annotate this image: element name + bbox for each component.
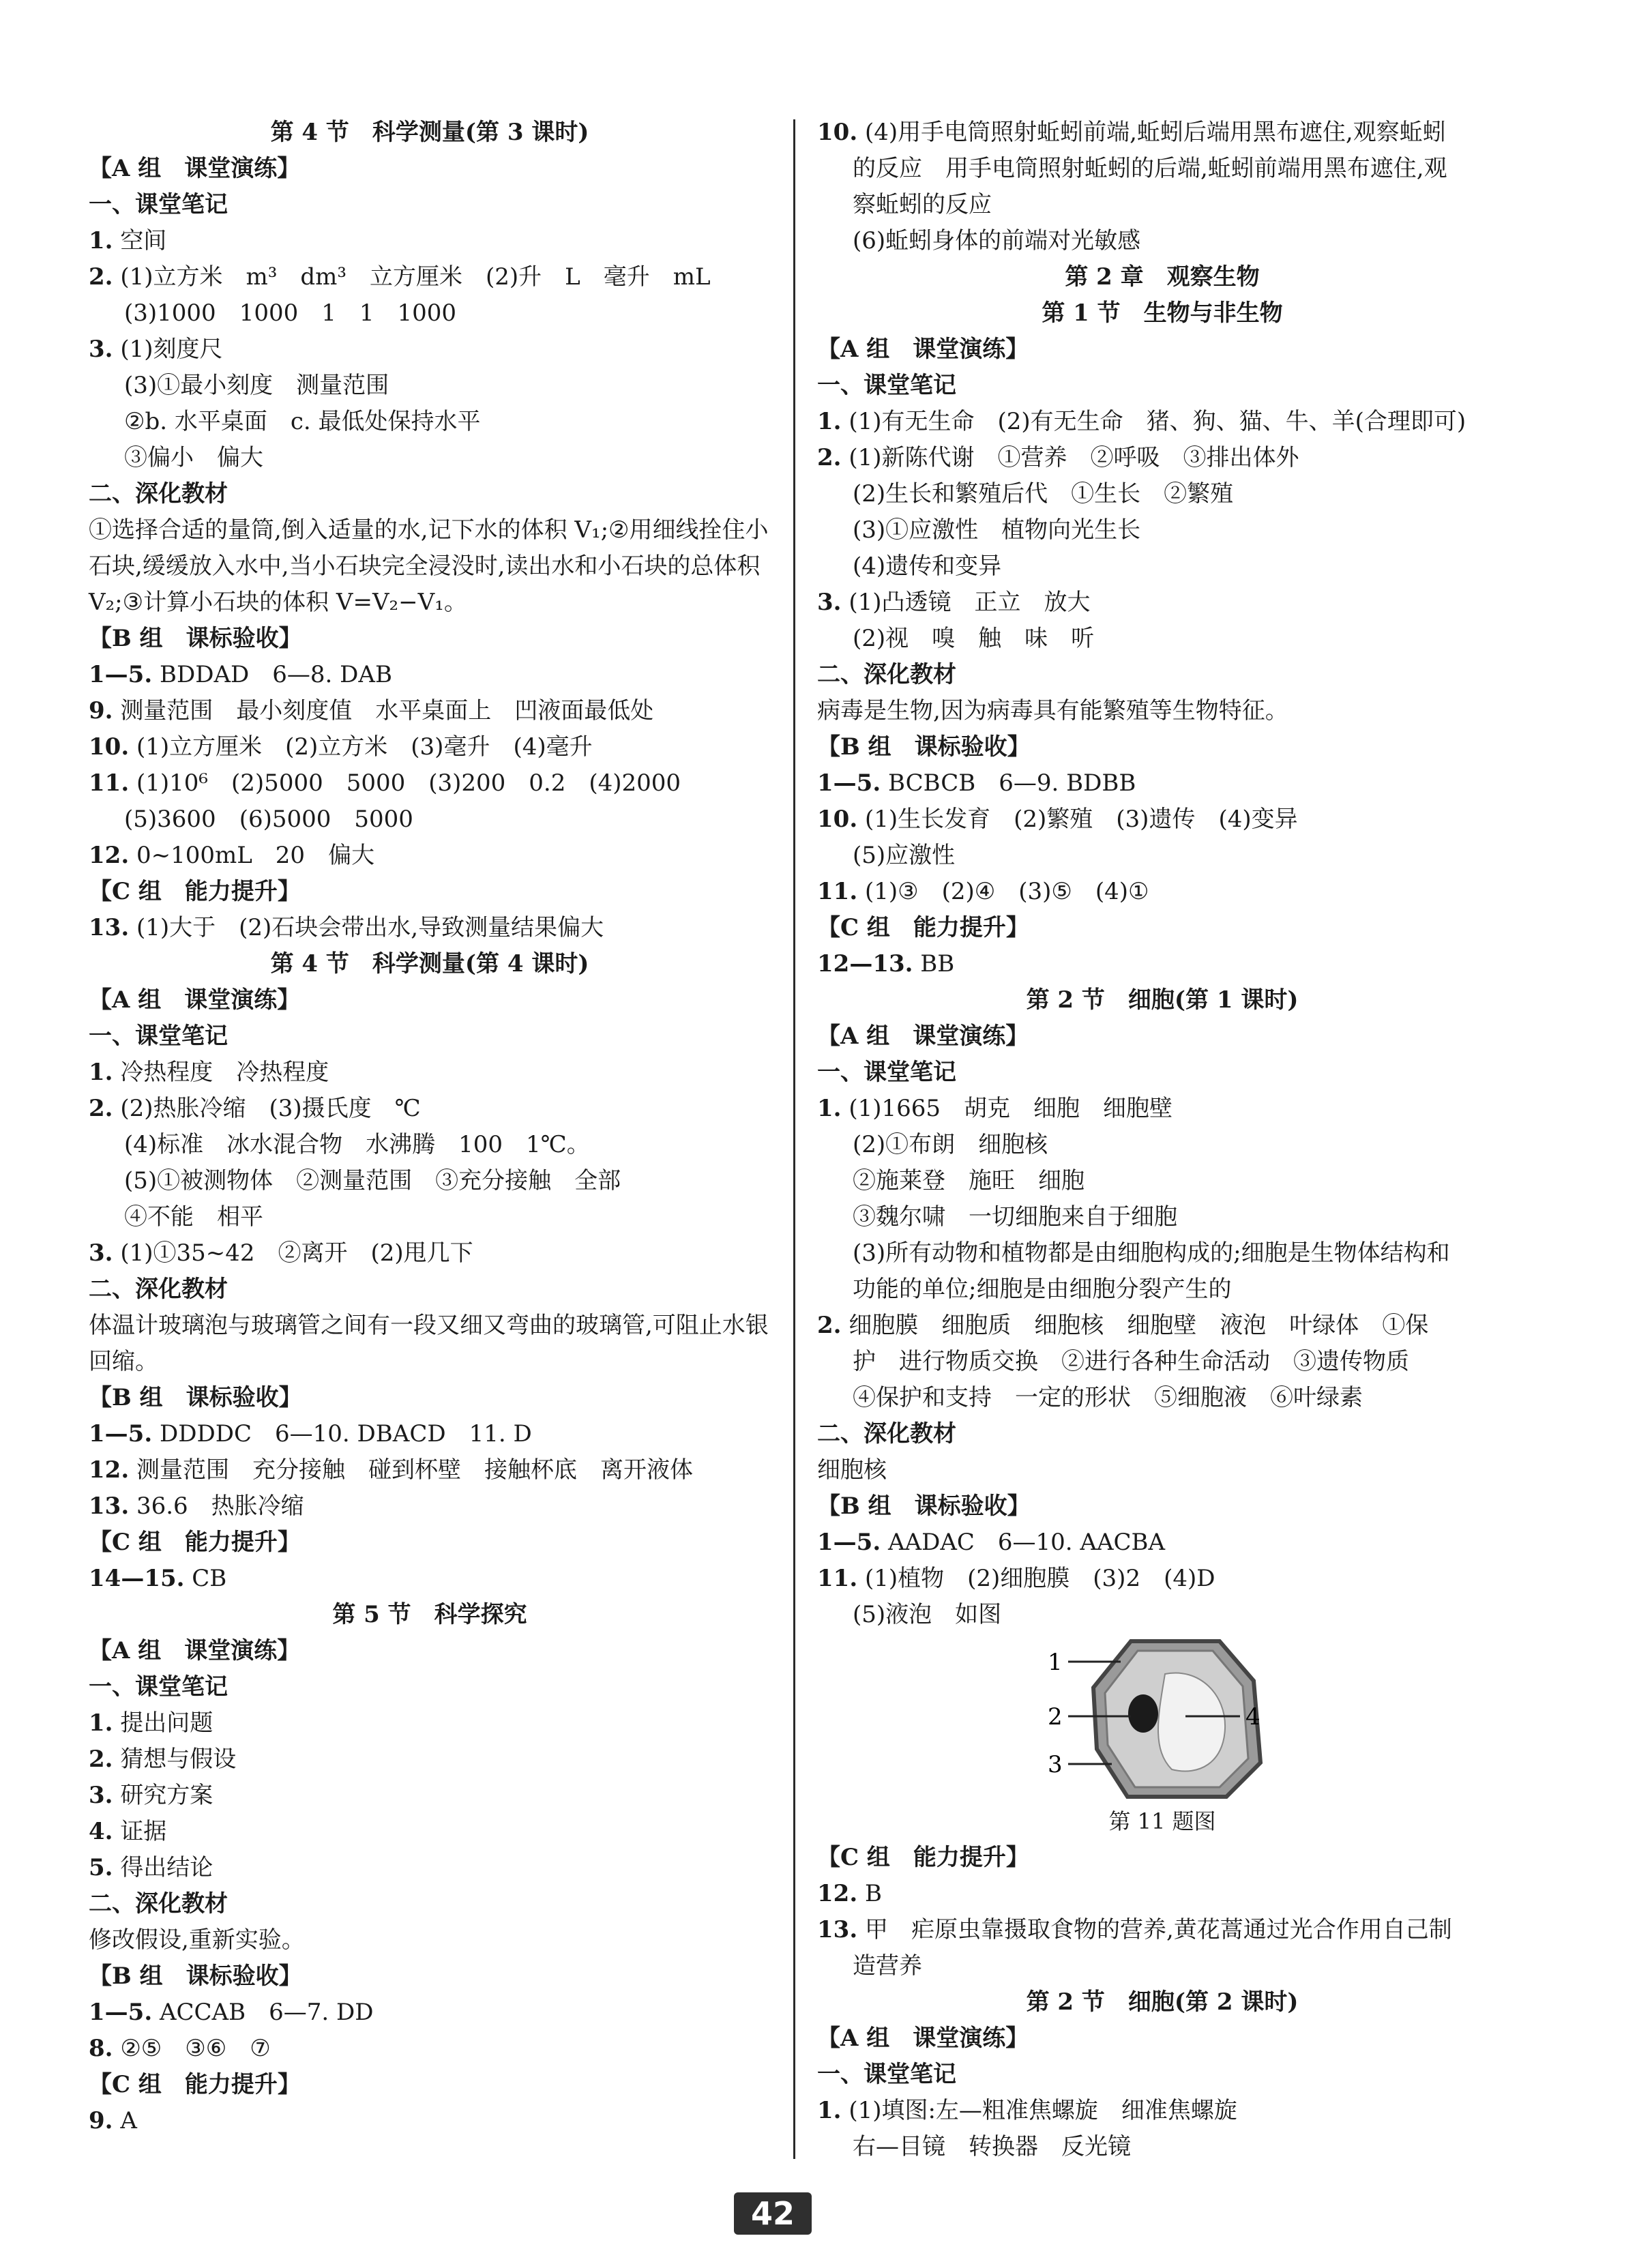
answer-line: (3)①最小刻度 测量范围 — [124, 372, 389, 399]
answer-line: 2. 猜想与假设 — [89, 1746, 237, 1773]
answer-line: (5)应激性 — [853, 842, 956, 869]
answer-line: 3. (1)刻度尺 — [89, 336, 223, 363]
answer-line: 1—5. AADAC 6—10. AACBA — [817, 1529, 1166, 1556]
answer-line: 功能的单位;细胞是由细胞分裂产生的 — [853, 1276, 1232, 1303]
answer-line: (3)所有动物和植物都是由细胞构成的;细胞是生物体结构和 — [853, 1239, 1450, 1267]
column-divider — [793, 119, 795, 2159]
section-title: 第 4 节 科学测量(第 3 课时) — [270, 119, 589, 146]
answer-line: 11. (1)10⁶ (2)5000 5000 (3)200 0.2 (4)2000 — [89, 769, 681, 797]
answer-line: 1—5. ACCAB 6—7. DD — [89, 1999, 374, 2026]
group-a-heading: 【A 组 课堂演练】 — [817, 1023, 1029, 1050]
notes-heading: 一、课堂笔记 — [817, 1059, 956, 1086]
chapter-title: 第 2 章 观察生物 — [1065, 263, 1260, 291]
answer-line: (5)①被测物体 ②测量范围 ③充分接触 全部 — [124, 1167, 621, 1194]
fig-label-2: 2 — [1048, 1703, 1063, 1731]
answer-line: 1. (1)填图:左—粗准焦螺旋 细准焦螺旋 — [817, 2097, 1237, 2124]
answer-line: 1—5. BCBCB 6—9. BDBB — [817, 769, 1136, 797]
answer-line: 右—目镜 转换器 反光镜 — [853, 2133, 1131, 2160]
deep-text: 体温计玻璃泡与玻璃管之间有一段又细又弯曲的玻璃管,可阻止水银回缩。 — [89, 1312, 769, 1375]
group-a-heading: 【A 组 课堂演练】 — [89, 1637, 301, 1664]
group-b-heading: 【B 组 课标验收】 — [89, 1384, 302, 1411]
plant-cell-figure — [817, 1633, 1507, 1804]
answer-line: 13. (1)大于 (2)石块会带出水,导致测量结果偏大 — [89, 914, 604, 941]
deep-heading: 二、深化教材 — [89, 480, 228, 508]
group-c-heading: 【C 组 能力提升】 — [89, 2071, 301, 2098]
answer-line: (3)①应激性 植物向光生长 — [853, 516, 1141, 544]
answer-line: 9. A — [89, 2107, 137, 2134]
answer-line: 4. 证据 — [89, 1818, 167, 1845]
group-b-heading: 【B 组 课标验收】 — [817, 1493, 1031, 1520]
fig-label-1: 1 — [1048, 1649, 1063, 1676]
group-a-heading: 【A 组 课堂演练】 — [89, 155, 301, 182]
group-c-heading: 【C 组 能力提升】 — [89, 1529, 301, 1556]
figure-caption: 第 11 题图 — [1108, 1808, 1216, 1834]
answer-line: 的反应 用手电筒照射蚯蚓的后端,蚯蚓前端用黑布遮住,观 — [853, 155, 1447, 182]
answer-line: 10. (1)生长发育 (2)繁殖 (3)遗传 (4)变异 — [817, 806, 1298, 833]
answer-line: 察蚯蚓的反应 — [853, 191, 992, 218]
group-c-heading: 【C 组 能力提升】 — [817, 914, 1029, 941]
answer-line: 13. 甲 疟原虫靠摄取食物的营养,黄花蒿通过光合作用自己制 — [817, 1916, 1452, 1943]
section-title: 第 5 节 科学探究 — [332, 1601, 527, 1628]
answer-line: (2)生长和繁殖后代 ①生长 ②繁殖 — [853, 480, 1234, 508]
deep-text: 病毒是生物,因为病毒具有能繁殖等生物特征。 — [817, 697, 1288, 724]
answer-line: 12. B — [817, 1880, 882, 1907]
notes-heading: 一、课堂笔记 — [817, 2061, 956, 2088]
answer-line: (3)1000 1000 1 1 1000 — [124, 299, 457, 327]
answer-line: 1. 提出问题 — [89, 1709, 213, 1737]
answer-line: (4)遗传和变异 — [853, 553, 1002, 580]
answer-line: 13. 36.6 热胀冷缩 — [89, 1493, 304, 1520]
deep-text: 细胞核 — [817, 1456, 887, 1484]
answer-line: 12. 测量范围 充分接触 碰到杯壁 接触杯底 离开液体 — [89, 1456, 693, 1484]
answer-line: 10. (1)立方厘米 (2)立方米 (3)毫升 (4)毫升 — [89, 733, 593, 761]
answer-line: 3. (1)凸透镜 正立 放大 — [817, 589, 1091, 616]
group-b-heading: 【B 组 课标验收】 — [817, 733, 1031, 761]
answer-line: (2)视 嗅 触 味 听 — [853, 625, 1095, 652]
right-column — [817, 115, 1507, 2165]
answer-line: (4)标准 冰水混合物 水沸腾 100 1℃。 — [124, 1131, 590, 1158]
answer-line: 14—15. CB — [89, 1565, 227, 1592]
section-title: 第 1 节 生物与非生物 — [1042, 299, 1283, 327]
answer-line: 11. (1)③ (2)④ (3)⑤ (4)① — [817, 878, 1149, 905]
answer-line: (6)蚯蚓身体的前端对光敏感 — [853, 227, 1141, 254]
answer-line: (2)①布朗 细胞核 — [853, 1131, 1048, 1158]
deep-text: 修改假设,重新实验。 — [89, 1926, 305, 1954]
answer-line: 2. (1)新陈代谢 ①营养 ②呼吸 ③排出体外 — [817, 444, 1299, 471]
answer-line: 11. (1)植物 (2)细胞膜 (3)2 (4)D — [817, 1565, 1215, 1592]
group-a-heading: 【A 组 课堂演练】 — [817, 336, 1029, 363]
plant-cell-diagram — [817, 1633, 1507, 1804]
answer-line: 2. 细胞膜 细胞质 细胞核 细胞壁 液泡 叶绿体 ①保 — [817, 1312, 1429, 1339]
notes-heading: 一、课堂笔记 — [89, 1673, 228, 1701]
answer-line: (5)3600 (6)5000 5000 — [124, 806, 413, 833]
group-a-heading: 【A 组 课堂演练】 — [89, 986, 301, 1014]
answer-line: 造营养 — [853, 1952, 922, 1980]
deep-heading: 二、深化教材 — [89, 1276, 228, 1303]
answer-line: 1. (1)有无生命 (2)有无生命 猪、狗、猫、牛、羊(合理即可) — [817, 408, 1466, 435]
section-title: 第 4 节 科学测量(第 4 课时) — [270, 950, 589, 977]
answer-line: 1—5. BDDAD 6—8. DAB — [89, 661, 392, 688]
answer-line: 10. (4)用手电筒照射蚯蚓前端,蚯蚓后端用黑布遮住,观察蚯蚓 — [817, 119, 1446, 146]
answer-line: 9. 测量范围 最小刻度值 水平桌面上 凹液面最低处 — [89, 697, 654, 724]
answer-line: 1. (1)1665 胡克 细胞 细胞壁 — [817, 1095, 1173, 1122]
deep-heading: 二、深化教材 — [89, 1890, 228, 1917]
answer-line: 8. ②⑤ ③⑥ ⑦ — [89, 2035, 271, 2062]
left-column — [89, 115, 771, 2139]
answer-line: 1. 冷热程度 冷热程度 — [89, 1059, 329, 1086]
notes-heading: 一、课堂笔记 — [89, 191, 228, 218]
group-c-heading: 【C 组 能力提升】 — [89, 878, 301, 905]
answer-line: 1. 空间 — [89, 227, 167, 254]
answer-line: 12—13. BB — [817, 950, 955, 977]
answer-line: 12. 0~100mL 20 偏大 — [89, 842, 375, 869]
deep-heading: 二、深化教材 — [817, 1420, 956, 1447]
answer-line: 3. 研究方案 — [89, 1782, 213, 1809]
page-number: 42 — [734, 2192, 812, 2235]
section-title: 第 2 节 细胞(第 2 课时) — [1026, 1988, 1299, 2016]
answer-line: 2. (2)热胀冷缩 (3)摄氏度 ℃ — [89, 1095, 421, 1122]
answer-line: ④保护和支持 一定的形状 ⑤细胞液 ⑥叶绿素 — [853, 1384, 1363, 1411]
group-a-heading: 【A 组 课堂演练】 — [817, 2025, 1029, 2052]
answer-line: 护 进行物质交换 ②进行各种生命活动 ③遗传物质 — [853, 1348, 1409, 1375]
answer-line: 2. (1)立方米 m³ dm³ 立方厘米 (2)升 L 毫升 mL — [89, 263, 711, 291]
answer-line: ②b. 水平桌面 c. 最低处保持水平 — [124, 408, 481, 435]
group-c-heading: 【C 组 能力提升】 — [817, 1844, 1029, 1871]
deep-text: ①选择合适的量筒,倒入适量的水,记下水的体积 V₁;②用细线拴住小石块,缓缓放入水中,当小石块完全浸没时,读出水和小石块的总体积 V₂;③计算小石块的体积 V=V₂−V₁。 — [89, 516, 769, 616]
group-b-heading: 【B 组 课标验收】 — [89, 1963, 302, 1990]
fig-label-4: 4 — [1245, 1703, 1260, 1731]
answer-line: ②施莱登 施旺 细胞 — [853, 1167, 1085, 1194]
answer-line: 3. (1)①35~42 ②离开 (2)甩几下 — [89, 1239, 473, 1267]
answer-line: ③魏尔啸 一切细胞来自于细胞 — [853, 1203, 1177, 1231]
deep-heading: 二、深化教材 — [817, 661, 956, 688]
fig-label-3: 3 — [1048, 1751, 1063, 1778]
section-title: 第 2 节 细胞(第 1 课时) — [1026, 986, 1299, 1014]
answer-line: 1—5. DDDDC 6—10. DBACD 11. D — [89, 1420, 532, 1447]
answer-line: ③偏小 偏大 — [124, 444, 263, 471]
nucleus — [1128, 1694, 1158, 1733]
answer-line: (5)液泡 如图 — [853, 1601, 1002, 1628]
notes-heading: 一、课堂笔记 — [817, 372, 956, 399]
answer-line: 5. 得出结论 — [89, 1854, 213, 1881]
notes-heading: 一、课堂笔记 — [89, 1023, 228, 1050]
answer-line: ④不能 相平 — [124, 1203, 263, 1231]
group-b-heading: 【B 组 课标验收】 — [89, 625, 302, 652]
